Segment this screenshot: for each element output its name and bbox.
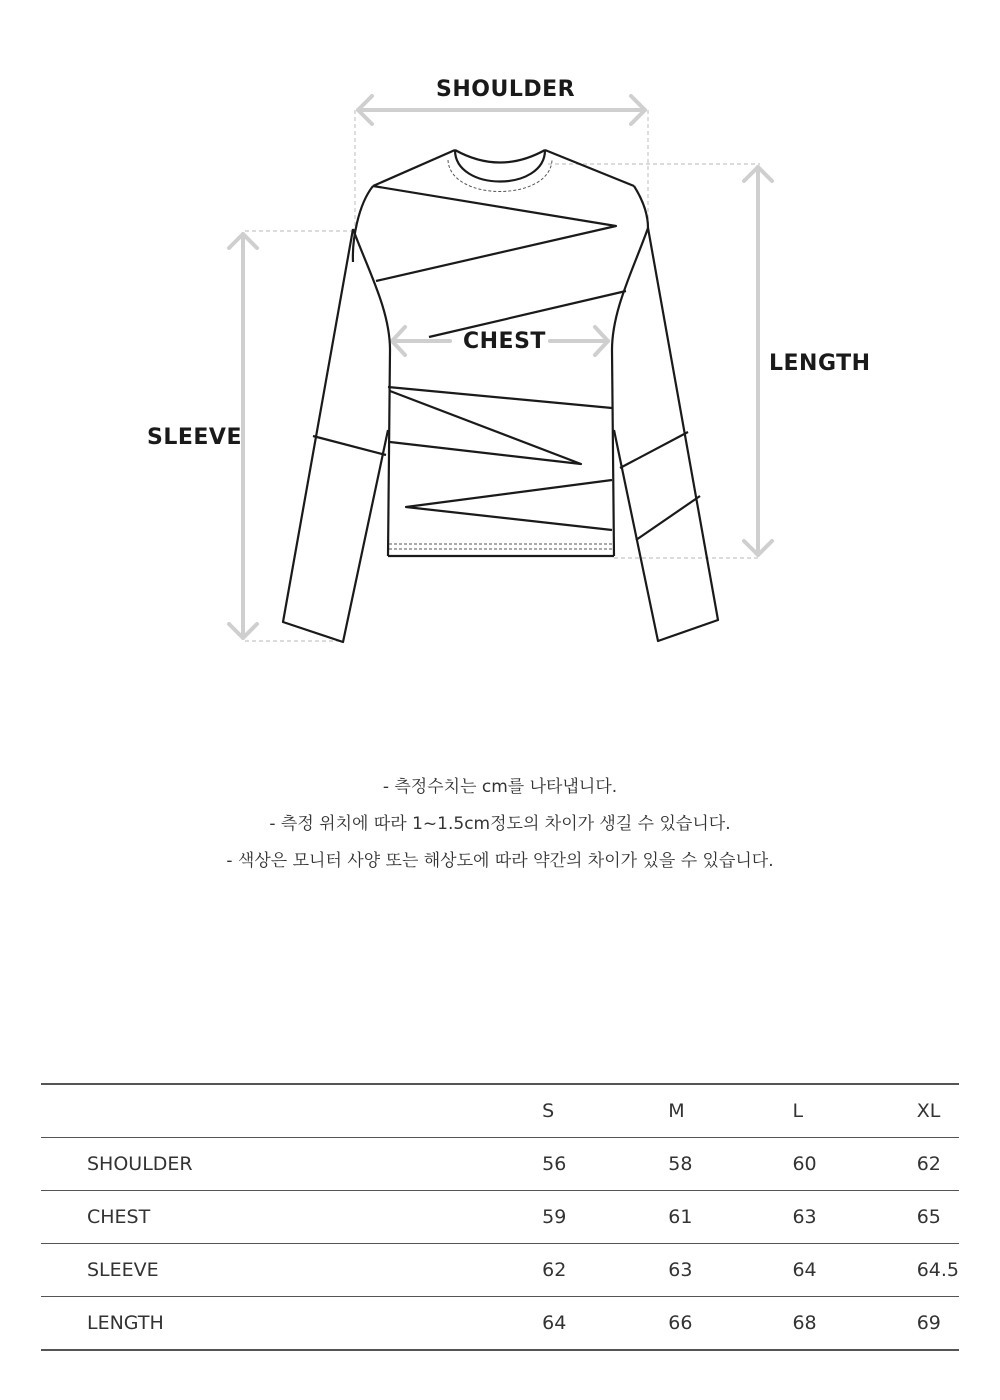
header-cell-m: M (668, 1084, 792, 1138)
table-cell: 62 (542, 1244, 668, 1297)
table-row-shoulder (41, 1138, 959, 1191)
sleeve-label: SLEEVE (147, 425, 242, 450)
size-table (41, 1083, 959, 1351)
row-label: LENGTH (41, 1297, 542, 1351)
table-row-length (41, 1297, 959, 1351)
table-cell: 63 (792, 1191, 916, 1244)
row-label: CHEST (41, 1191, 542, 1244)
row-label: SLEEVE (41, 1244, 542, 1297)
note-line: - 측정수치는 cm를 나타냅니다. (382, 777, 618, 797)
table-cell: 63 (668, 1244, 792, 1297)
header-cell-s: S (542, 1084, 668, 1138)
shoulder-label: SHOULDER (436, 77, 576, 102)
chest-label: CHEST (463, 329, 546, 354)
table-cell: 66 (668, 1297, 792, 1351)
table-cell: 59 (542, 1191, 668, 1244)
note-line: - 측정 위치에 따라 1~1.5cm정도의 차이가 생길 수 있습니다. (269, 814, 731, 834)
table-cell: 60 (792, 1138, 916, 1191)
table-cell: 58 (668, 1138, 792, 1191)
table-cell: 61 (668, 1191, 792, 1244)
row-label: SHOULDER (41, 1138, 542, 1191)
length-label: LENGTH (769, 351, 871, 376)
table-cell: 68 (792, 1297, 916, 1351)
measurement-notes (0, 772, 1000, 883)
garment-outline (283, 150, 718, 642)
header-cell (41, 1084, 542, 1138)
table-row-chest (41, 1191, 959, 1244)
guide-lines (245, 110, 760, 641)
table-cell: 65 (917, 1191, 959, 1244)
table-cell: 69 (917, 1297, 959, 1351)
table-header-row (41, 1084, 959, 1138)
header-cell-xl: XL (917, 1084, 959, 1138)
note-line: - 색상은 모니터 사양 또는 해상도에 따라 약간의 차이가 있을 수 있습니다. (226, 851, 774, 871)
table-cell: 64.5 (917, 1244, 959, 1297)
table-cell: 56 (542, 1138, 668, 1191)
header-cell-l: L (792, 1084, 916, 1138)
table-cell: 62 (917, 1138, 959, 1191)
stitch-lines (389, 160, 613, 549)
table-cell: 64 (542, 1297, 668, 1351)
table-cell: 64 (792, 1244, 916, 1297)
table-row-sleeve (41, 1244, 959, 1297)
